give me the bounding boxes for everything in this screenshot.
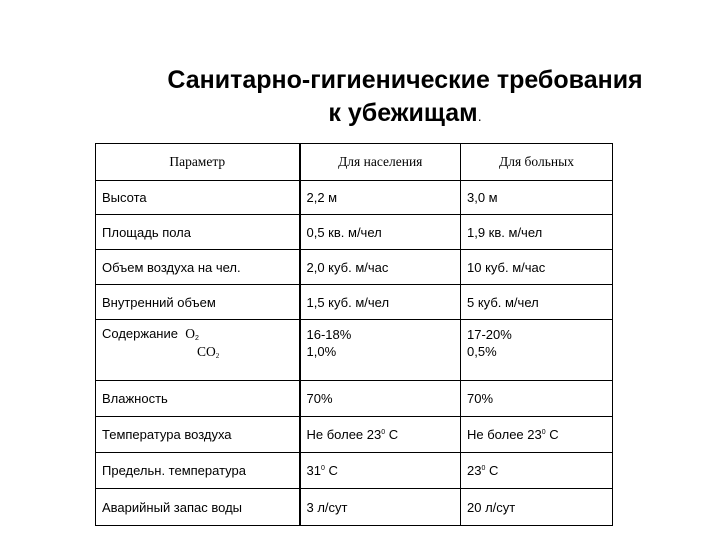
title-dot: .: [477, 108, 482, 124]
co2-line: [102, 344, 293, 360]
row-parameter-gas: [96, 320, 300, 381]
title-line-1: Санитарно-гигиенические требования: [167, 66, 643, 94]
patients-o2-value: 17-20%: [467, 327, 512, 342]
row-population: 1,5 куб. м/чел: [300, 285, 461, 320]
patients-limit-unit: С: [485, 463, 499, 478]
o2-line: [102, 326, 293, 342]
header-patients: Для больных: [461, 144, 613, 181]
gas-prefix: Содержание: [102, 326, 178, 341]
patients-temp-value: Не более 23: [467, 427, 542, 442]
row-patients: 5 куб. м/чел: [461, 285, 613, 320]
degree-sup: 0: [481, 465, 486, 472]
slide-title: [120, 64, 690, 133]
row-patients: [461, 453, 613, 489]
population-temp-value: Не более 23: [306, 427, 382, 442]
table-row: [96, 250, 613, 285]
o2-symbol: O: [185, 326, 195, 341]
table-row: [96, 215, 613, 250]
row-population: 2,0 куб. м/час: [300, 250, 461, 285]
row-parameter: Влажность: [96, 381, 300, 417]
table-row: [96, 489, 613, 526]
o2-subscript: 2: [194, 335, 199, 342]
row-patients: 1,9 кв. м/чел: [461, 215, 613, 250]
row-population-gas: [300, 320, 461, 381]
header-population: Для населения: [300, 144, 461, 181]
header-parameter: Параметр: [96, 144, 300, 181]
row-parameter: Предельн. температура: [96, 453, 300, 489]
table-row: [96, 453, 613, 489]
row-patients: 70%: [461, 381, 613, 417]
degree-sup: 0: [381, 429, 386, 436]
degree-sup: 0: [320, 465, 325, 472]
row-patients: [461, 417, 613, 453]
row-parameter: Внутренний объем: [96, 285, 300, 320]
row-parameter: Аварийный запас воды: [96, 489, 300, 526]
population-limit-unit: С: [324, 463, 338, 478]
table-row: [96, 320, 613, 381]
degree-sup: 0: [541, 429, 546, 436]
row-patients: 10 куб. м/час: [461, 250, 613, 285]
row-patients: 3,0 м: [461, 181, 613, 215]
patients-limit-value: 23: [467, 463, 482, 478]
row-patients-gas: [461, 320, 613, 381]
row-population: 2,2 м: [300, 181, 461, 215]
row-parameter: Температура воздуха: [96, 417, 300, 453]
population-temp-unit: С: [385, 427, 399, 442]
row-parameter: Высота: [96, 181, 300, 215]
row-population: 70%: [300, 381, 461, 417]
row-population: [300, 453, 461, 489]
patients-temp-unit: С: [545, 427, 559, 442]
population-co2-value: 1,0%: [306, 344, 337, 359]
table-row: [96, 285, 613, 320]
title-line-2: [120, 97, 690, 133]
row-population: [300, 417, 461, 453]
population-o2-value: 16-18%: [306, 327, 352, 342]
table-row: [96, 417, 613, 453]
row-patients: 20 л/сут: [461, 489, 613, 526]
requirements-table: [95, 143, 613, 526]
row-population: 0,5 кв. м/чел: [300, 215, 461, 250]
row-parameter: Площадь пола: [96, 215, 300, 250]
row-population: 3 л/сут: [300, 489, 461, 526]
patients-co2-value: 0,5%: [467, 344, 497, 359]
table-row: [96, 381, 613, 417]
co2-symbol: CO: [197, 344, 216, 359]
title-line-2-text: к убежищам: [328, 99, 478, 127]
population-limit-value: 31: [306, 463, 321, 478]
table-row: [96, 181, 613, 215]
co2-subscript: 2: [215, 352, 220, 360]
row-parameter: Объем воздуха на чел.: [96, 250, 300, 285]
table-header-row: [96, 144, 613, 181]
